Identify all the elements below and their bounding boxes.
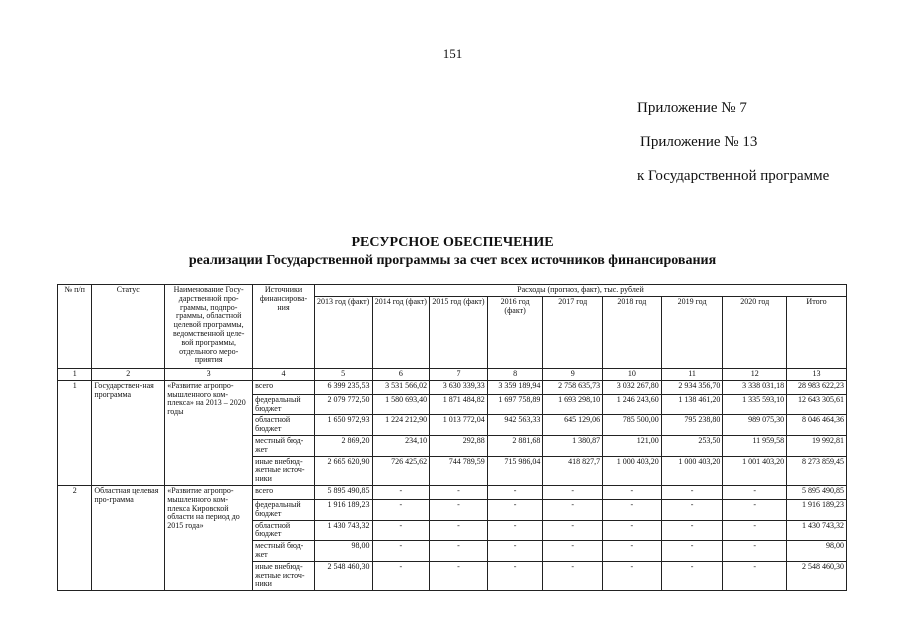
funding-source-cell: всего bbox=[253, 485, 315, 499]
total-cell: 5 895 490,85 bbox=[787, 485, 847, 499]
value-cell: 1 138 461,20 bbox=[661, 394, 723, 415]
page-number: 151 bbox=[442, 46, 463, 61]
column-number: 7 bbox=[430, 369, 488, 381]
value-cell: 1 916 189,23 bbox=[314, 499, 372, 520]
total-cell: 12 643 305,61 bbox=[787, 394, 847, 415]
status-cell: Областная целевая про-грамма bbox=[92, 485, 165, 590]
header-status: Статус bbox=[92, 285, 165, 369]
value-cell: - bbox=[543, 520, 603, 541]
total-cell: 1 430 743,32 bbox=[787, 520, 847, 541]
header-year-2016: 2016 год (факт) bbox=[487, 297, 543, 369]
value-cell: - bbox=[487, 485, 543, 499]
value-cell: 1 013 772,04 bbox=[430, 415, 488, 436]
document-subtitle: реализации Государственной программы за счет всех источников финансирования bbox=[188, 253, 717, 268]
value-cell: 1 380,87 bbox=[543, 435, 603, 456]
value-cell: 292,88 bbox=[430, 435, 488, 456]
column-number: 2 bbox=[92, 369, 165, 381]
value-cell: 1 224 212,90 bbox=[372, 415, 430, 436]
funding-source-cell: федеральный бюджет bbox=[253, 499, 315, 520]
header-year-2013: 2013 год (факт) bbox=[314, 297, 372, 369]
value-cell: - bbox=[372, 541, 430, 562]
value-cell: - bbox=[661, 541, 723, 562]
value-cell: - bbox=[603, 561, 662, 590]
value-cell: 1 650 972,93 bbox=[314, 415, 372, 436]
value-cell: - bbox=[661, 499, 723, 520]
resource-table bbox=[57, 284, 847, 591]
total-cell: 1 916 189,23 bbox=[787, 499, 847, 520]
column-number: 11 bbox=[661, 369, 723, 381]
status-cell: Государствен-ная программа bbox=[92, 380, 165, 485]
appendix-line-1: Приложение № 7 bbox=[637, 100, 747, 116]
value-cell: 3 630 339,33 bbox=[430, 380, 488, 394]
value-cell: 1 001 403,20 bbox=[723, 456, 787, 485]
total-cell: 28 983 622,23 bbox=[787, 380, 847, 394]
value-cell: 645 129,06 bbox=[543, 415, 603, 436]
value-cell: 1 430 743,32 bbox=[314, 520, 372, 541]
value-cell: 1 697 758,89 bbox=[487, 394, 543, 415]
value-cell: 2 881,68 bbox=[487, 435, 543, 456]
value-cell: 5 895 490,85 bbox=[314, 485, 372, 499]
value-cell: - bbox=[487, 499, 543, 520]
funding-source-cell: местный бюд-жет bbox=[253, 541, 315, 562]
header-year-2014: 2014 год (факт) bbox=[372, 297, 430, 369]
header-year-2017: 2017 год bbox=[543, 297, 603, 369]
funding-source-cell: федеральный бюджет bbox=[253, 394, 315, 415]
program-name-cell: «Развитие агропро-мышленного ком-плекса Кировской области на период до 2015 года» bbox=[165, 485, 253, 590]
value-cell: 2 548 460,30 bbox=[314, 561, 372, 590]
column-number: 9 bbox=[543, 369, 603, 381]
value-cell: - bbox=[430, 520, 488, 541]
value-cell: 1 335 593,10 bbox=[723, 394, 787, 415]
value-cell: 3 359 189,94 bbox=[487, 380, 543, 394]
value-cell: 11 959,58 bbox=[723, 435, 787, 456]
value-cell: 715 986,04 bbox=[487, 456, 543, 485]
column-number: 3 bbox=[165, 369, 253, 381]
column-number: 8 bbox=[487, 369, 543, 381]
value-cell: 795 238,80 bbox=[661, 415, 723, 436]
value-cell: - bbox=[487, 541, 543, 562]
header-year-2018: 2018 год bbox=[603, 297, 662, 369]
value-cell: 1 693 298,10 bbox=[543, 394, 603, 415]
value-cell: - bbox=[372, 499, 430, 520]
column-number: 12 bbox=[723, 369, 787, 381]
value-cell: - bbox=[723, 561, 787, 590]
program-name-cell: «Развитие агропро-мышленного ком-плекса» на 2013 – 2020 годы bbox=[165, 380, 253, 485]
value-cell: 2 934 356,70 bbox=[661, 380, 723, 394]
value-cell: 2 758 635,73 bbox=[543, 380, 603, 394]
column-number: 1 bbox=[58, 369, 92, 381]
value-cell: 1 246 243,60 bbox=[603, 394, 662, 415]
value-cell: - bbox=[372, 561, 430, 590]
value-cell: - bbox=[603, 485, 662, 499]
value-cell: 1 871 484,82 bbox=[430, 394, 488, 415]
value-cell: - bbox=[372, 520, 430, 541]
header-sources: Источники финансирова-ния bbox=[253, 285, 315, 369]
value-cell: 3 338 031,18 bbox=[723, 380, 787, 394]
row-number: 2 bbox=[58, 485, 92, 590]
column-number: 4 bbox=[253, 369, 315, 381]
value-cell: - bbox=[430, 499, 488, 520]
value-cell: 1 000 403,20 bbox=[661, 456, 723, 485]
row-number: 1 bbox=[58, 380, 92, 485]
value-cell: 3 531 566,02 bbox=[372, 380, 430, 394]
document-title: РЕСУРСНОЕ ОБЕСПЕЧЕНИЕ bbox=[351, 235, 554, 250]
value-cell: 2 665 620,90 bbox=[314, 456, 372, 485]
value-cell: - bbox=[661, 520, 723, 541]
value-cell: 253,50 bbox=[661, 435, 723, 456]
value-cell: 3 032 267,80 bbox=[603, 380, 662, 394]
value-cell: 6 399 235,53 bbox=[314, 380, 372, 394]
value-cell: - bbox=[723, 485, 787, 499]
total-cell: 8 046 464,36 bbox=[787, 415, 847, 436]
column-number: 6 bbox=[372, 369, 430, 381]
value-cell: 98,00 bbox=[314, 541, 372, 562]
value-cell: - bbox=[430, 561, 488, 590]
value-cell: 942 563,33 bbox=[487, 415, 543, 436]
value-cell: - bbox=[603, 541, 662, 562]
table-row bbox=[58, 380, 847, 394]
value-cell: - bbox=[543, 541, 603, 562]
value-cell: - bbox=[543, 561, 603, 590]
value-cell: - bbox=[487, 561, 543, 590]
value-cell: 785 500,00 bbox=[603, 415, 662, 436]
value-cell: 989 075,30 bbox=[723, 415, 787, 436]
header-year-2020: 2020 год bbox=[723, 297, 787, 369]
value-cell: 418 827,7 bbox=[543, 456, 603, 485]
value-cell: 2 079 772,50 bbox=[314, 394, 372, 415]
funding-source-cell: иные внебюд-жетные источ-ники bbox=[253, 456, 315, 485]
value-cell: - bbox=[723, 499, 787, 520]
value-cell: - bbox=[603, 499, 662, 520]
value-cell: - bbox=[372, 485, 430, 499]
appendix-line-2: Приложение № 13 bbox=[640, 134, 758, 150]
value-cell: - bbox=[487, 520, 543, 541]
total-cell: 19 992,81 bbox=[787, 435, 847, 456]
value-cell: 726 425,62 bbox=[372, 456, 430, 485]
column-number: 5 bbox=[314, 369, 372, 381]
value-cell: - bbox=[723, 520, 787, 541]
appendix-line-3: к Государственной программе bbox=[637, 168, 830, 184]
value-cell: - bbox=[543, 499, 603, 520]
total-cell: 8 273 859,45 bbox=[787, 456, 847, 485]
funding-source-cell: областной бюджет bbox=[253, 415, 315, 436]
header-total: Итого bbox=[787, 297, 847, 369]
header-year-2015: 2015 год (факт) bbox=[430, 297, 488, 369]
header-name: Наименование Госу-дарственной про-граммы, подпро-граммы, областной целевой программы, ведомственной целе-вой программы, отдельного меро-приятия bbox=[165, 285, 253, 369]
header-year-2019: 2019 год bbox=[661, 297, 723, 369]
value-cell: - bbox=[430, 485, 488, 499]
value-cell: 744 789,59 bbox=[430, 456, 488, 485]
column-number: 10 bbox=[603, 369, 662, 381]
value-cell: - bbox=[430, 541, 488, 562]
funding-source-cell: областной бюджет bbox=[253, 520, 315, 541]
value-cell: 1 000 403,20 bbox=[603, 456, 662, 485]
value-cell: - bbox=[661, 485, 723, 499]
value-cell: 2 869,20 bbox=[314, 435, 372, 456]
table-row bbox=[58, 485, 847, 499]
value-cell: - bbox=[723, 541, 787, 562]
column-number: 13 bbox=[787, 369, 847, 381]
value-cell: - bbox=[543, 485, 603, 499]
funding-source-cell: иные внебюд-жетные источ-ники bbox=[253, 561, 315, 590]
value-cell: - bbox=[661, 561, 723, 590]
funding-source-cell: местный бюд-жет bbox=[253, 435, 315, 456]
header-expenses: Расходы (прогноз, факт), тыс. рублей bbox=[314, 285, 846, 297]
column-number-row bbox=[58, 369, 847, 381]
total-cell: 2 548 460,30 bbox=[787, 561, 847, 590]
header-num: № п/п bbox=[58, 285, 92, 369]
funding-source-cell: всего bbox=[253, 380, 315, 394]
value-cell: 121,00 bbox=[603, 435, 662, 456]
value-cell: - bbox=[603, 520, 662, 541]
total-cell: 98,00 bbox=[787, 541, 847, 562]
value-cell: 1 580 693,40 bbox=[372, 394, 430, 415]
value-cell: 234,10 bbox=[372, 435, 430, 456]
